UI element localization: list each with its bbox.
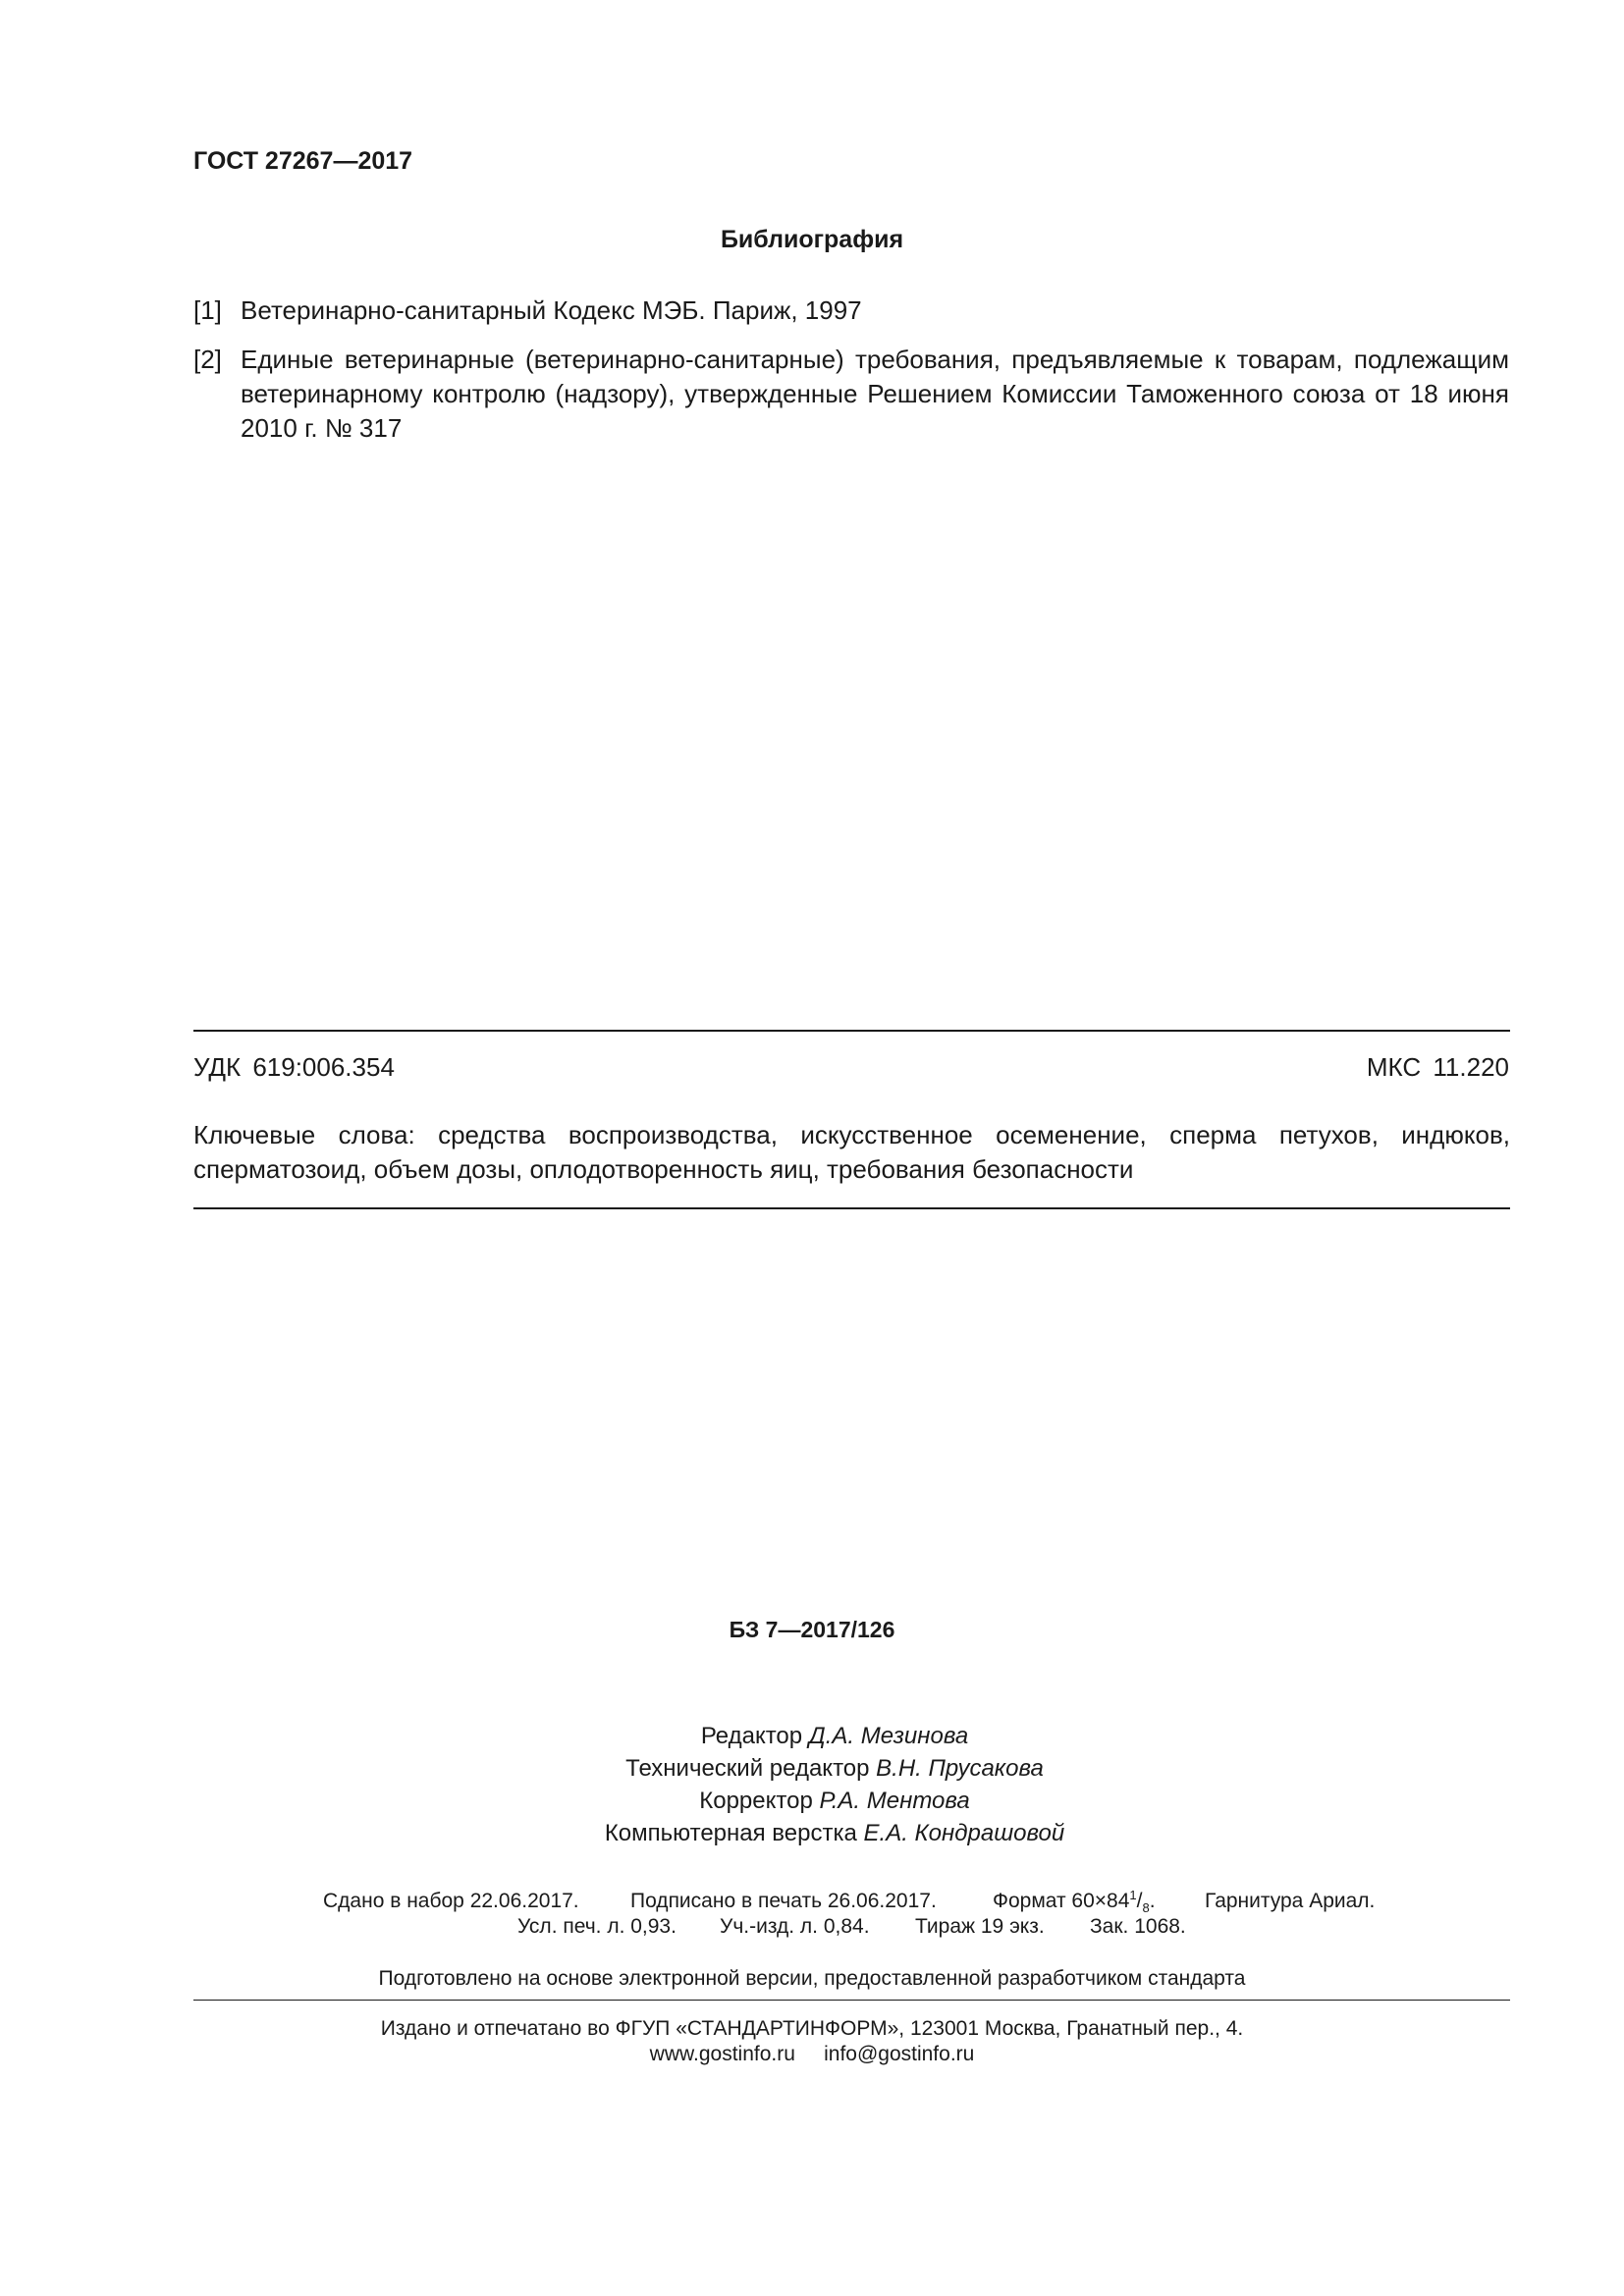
email-link[interactable]: info@gostinfo.ru (824, 2043, 975, 2065)
bibliography-item-number: [1] (193, 295, 222, 325)
divider-top (193, 1030, 1510, 1032)
print-format-denominator: 8 (1142, 1900, 1150, 1916)
print-sheets: Усл. печ. л. 0,93. (517, 1915, 677, 1938)
bibliography-item (193, 294, 1509, 328)
mks-code: МКС 11.220 (1366, 1052, 1509, 1082)
bibliography-item (193, 343, 1509, 446)
staff-line (393, 1817, 1276, 1849)
print-format-slash: / (1136, 1890, 1143, 1912)
staff-name: Е.А. Кондрашовой (863, 1820, 1065, 1846)
publisher-info: Издано и отпечатано во ФГУП «СТАНДАРТИНФОРМ», 123001 Москва, Гранатный пер., 4. (380, 2017, 1244, 2040)
udk-code: УДК 619:006.354 (193, 1052, 395, 1082)
signed-date: Подписано в печать 26.06.2017. (630, 1890, 937, 1912)
bibliography-item-text: Ветеринарно-санитарный Кодекс МЭБ. Париж, 1997 (241, 295, 862, 325)
contacts (0, 2043, 1624, 2066)
print-format (993, 1888, 1156, 1916)
document-number: ГОСТ 27267—2017 (193, 147, 413, 175)
keywords: Ключевые слова: средства воспроизводства, искусственное осеменение, сперма петухов, индюков, сперматозоид, объем дозы, оплодотворенность яиц, требования безопасности (193, 1120, 1510, 1184)
staff-role: Редактор (700, 1723, 803, 1749)
staff-role: Технический редактор (625, 1755, 870, 1782)
order-number: Зак. 1068. (1090, 1915, 1186, 1938)
print-format-suffix: . (1149, 1890, 1156, 1912)
staff-role: Компьютерная верстка (604, 1820, 857, 1846)
prepared-note: Подготовлено на основе электронной версии, предоставленной разработчиком стандарта (378, 1967, 1246, 1990)
submitted-date: Сдано в набор 22.06.2017. (323, 1890, 579, 1912)
website-link[interactable]: www.gostinfo.ru (649, 2043, 795, 2065)
staff-line (393, 1785, 1276, 1817)
divider-bottom (193, 1207, 1510, 1209)
staff-line (393, 1752, 1276, 1785)
print-format-numerator: 1 (1129, 1888, 1137, 1902)
divider-publisher (193, 2000, 1510, 2001)
bibliography-title: Библиография (720, 226, 904, 253)
staff-line (393, 1720, 1276, 1752)
print-format-prefix: Формат 60×84 (993, 1890, 1130, 1912)
circulation: Тираж 19 экз. (915, 1915, 1045, 1938)
bz-number: БЗ 7—2017/126 (729, 1617, 895, 1642)
staff-name: В.Н. Прусакова (876, 1755, 1044, 1782)
staff-role: Корректор (699, 1788, 813, 1814)
publication-sheets: Уч.-изд. л. 0,84. (720, 1915, 870, 1938)
bibliography-item-text: Единые ветеринарные (ветеринарно-санитарные) требования, предъявляемые к товарам, подлежащим ветеринарному контролю (надзору), утвержденные Решением Комиссии Таможенного союза от 18 июня 2010 г. № 317 (241, 345, 1509, 443)
staff-name: Р.А. Ментова (819, 1788, 970, 1814)
bibliography-item-number: [2] (193, 345, 222, 374)
typeface: Гарнитура Ариал. (1205, 1890, 1376, 1912)
staff-name: Д.А. Мезинова (808, 1723, 969, 1749)
